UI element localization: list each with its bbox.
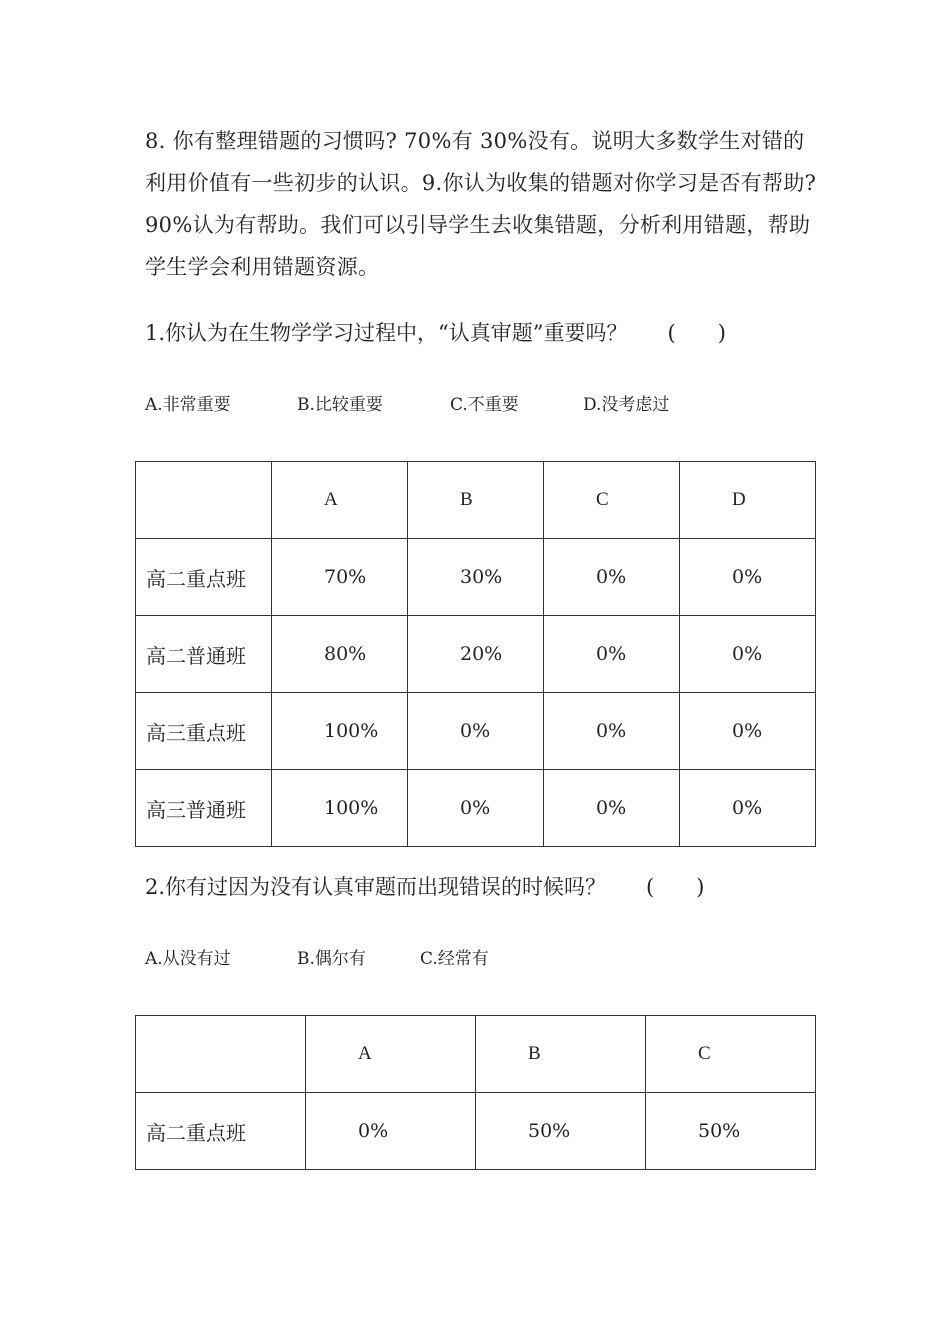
table-cell: 0% bbox=[680, 770, 816, 847]
table-cell: 0% bbox=[408, 693, 544, 770]
question-2-title bbox=[145, 872, 825, 902]
table-cell: 50% bbox=[476, 1093, 646, 1170]
question-1-option-d: D.没考虑过 bbox=[583, 395, 670, 415]
column-header-c: C bbox=[646, 1016, 816, 1093]
table-cell: 0% bbox=[408, 770, 544, 847]
table-cell: 0% bbox=[306, 1093, 476, 1170]
table-row bbox=[136, 1093, 816, 1170]
question-1-text: 1.你认为在生物学学习过程中，“认真审题”重要吗？ bbox=[145, 321, 628, 345]
table-cell: 0% bbox=[680, 539, 816, 616]
table-cell: 100% bbox=[272, 693, 408, 770]
question-2-text: 2.你有过因为没有认真审题而出现错误的时候吗？ bbox=[145, 875, 607, 899]
table-header-row bbox=[136, 462, 816, 539]
question-1-option-b: B.比较重要 bbox=[297, 395, 383, 415]
question-1-option-a: A.非常重要 bbox=[145, 395, 231, 415]
table-cell: 0% bbox=[680, 616, 816, 693]
column-header-b: B bbox=[476, 1016, 646, 1093]
column-header-d: D bbox=[680, 462, 816, 539]
row-label: 高三重点班 bbox=[136, 693, 272, 770]
question-1-option-c: C.不重要 bbox=[450, 395, 519, 415]
table-cell: 0% bbox=[544, 770, 680, 847]
row-label: 高二重点班 bbox=[136, 539, 272, 616]
column-header-a: A bbox=[306, 1016, 476, 1093]
question-2-answer-blank: ( ) bbox=[646, 875, 705, 899]
question-1-options bbox=[145, 393, 669, 417]
question-1-answer-blank: ( ) bbox=[667, 321, 726, 345]
table-cell: 20% bbox=[408, 616, 544, 693]
table-cell: 0% bbox=[544, 539, 680, 616]
table-corner-cell bbox=[136, 462, 272, 539]
question-2-option-b: B.偶尔有 bbox=[297, 949, 366, 969]
column-header-c: C bbox=[544, 462, 680, 539]
table-cell: 0% bbox=[544, 693, 680, 770]
table-row bbox=[136, 693, 816, 770]
question-2-options bbox=[145, 947, 489, 971]
table-cell: 70% bbox=[272, 539, 408, 616]
table-cell: 80% bbox=[272, 616, 408, 693]
table-row bbox=[136, 770, 816, 847]
table-header-row bbox=[136, 1016, 816, 1093]
table-cell: 50% bbox=[646, 1093, 816, 1170]
table-corner-cell bbox=[136, 1016, 306, 1093]
question-1-title bbox=[145, 318, 825, 348]
table-cell: 0% bbox=[680, 693, 816, 770]
table-cell: 100% bbox=[272, 770, 408, 847]
row-label: 高二普通班 bbox=[136, 616, 272, 693]
table-row bbox=[136, 616, 816, 693]
question-2-option-c: C.经常有 bbox=[420, 949, 489, 969]
table-cell: 30% bbox=[408, 539, 544, 616]
question-1-table bbox=[135, 461, 816, 847]
question-2-table bbox=[135, 1015, 816, 1170]
row-label: 高二重点班 bbox=[136, 1093, 306, 1170]
intro-paragraph: 8. 你有整理错题的习惯吗? 70%有 30%没有。说明大多数学生对错的利用价值有一些初步的认识。9.你认为收集的错题对你学习是否有帮助?90%认为有帮助。我们可以引导学生去收集错题，分析利用错题，帮助学生学会利用错题资源。 bbox=[145, 129, 817, 279]
table-cell: 0% bbox=[544, 616, 680, 693]
column-header-b: B bbox=[408, 462, 544, 539]
question-2-option-a: A.从没有过 bbox=[145, 949, 231, 969]
column-header-a: A bbox=[272, 462, 408, 539]
row-label: 高三普通班 bbox=[136, 770, 272, 847]
table-row bbox=[136, 539, 816, 616]
